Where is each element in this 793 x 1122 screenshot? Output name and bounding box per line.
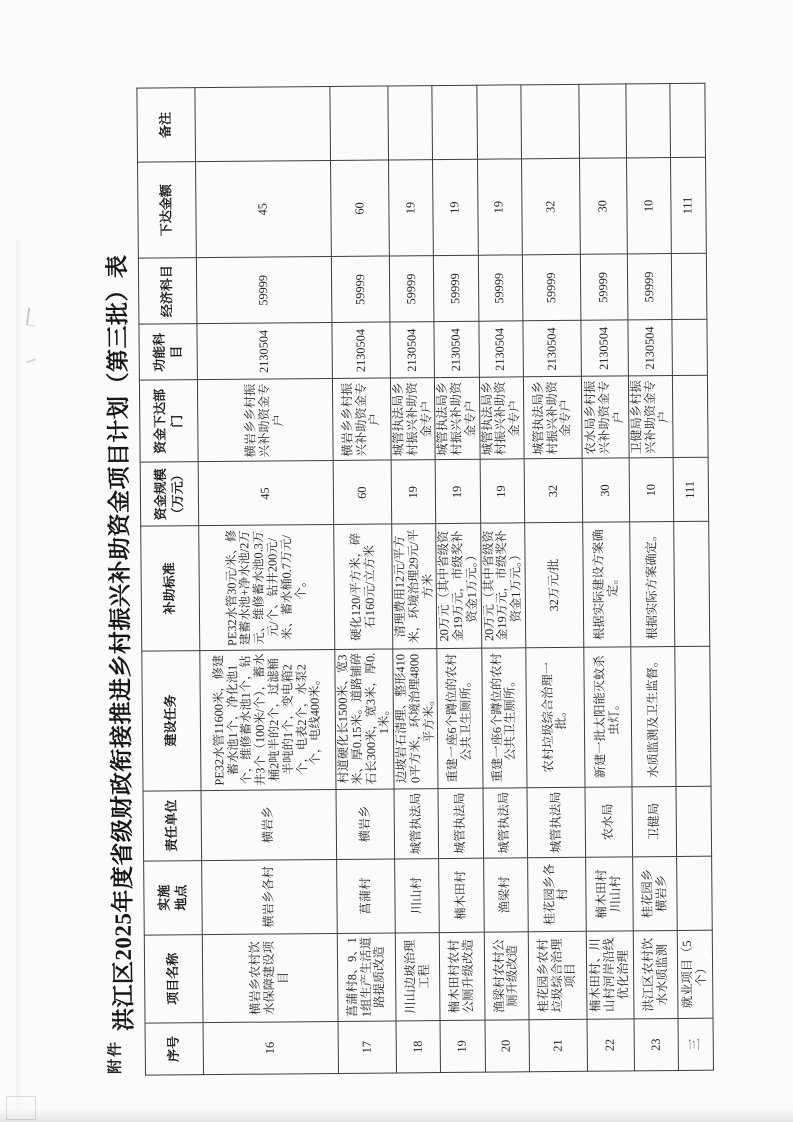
column-header-location: 实施 地点 — [144, 860, 203, 935]
cell-no: 22 — [587, 1019, 634, 1071]
cell-standard: 20万元（其中省级资金19万元，市级奖补资金1万元。） — [436, 524, 481, 649]
cell-amount: 111 — [671, 157, 707, 253]
cell-func: 2130504 — [581, 320, 628, 376]
table-row — [195, 86, 339, 1074]
cell-econ: 59999 — [522, 255, 581, 322]
cell-standard: 根据实际方案确定。 — [630, 522, 675, 647]
cell-name: 菖蒲村8、9、11组生产生活道路提质改造 — [337, 933, 396, 1022]
scan-artifact-mark — [26, 307, 37, 326]
cell-econ: 59999 — [389, 256, 434, 322]
scan-edge-shadow — [16, 240, 24, 1110]
cell-location: 菖蒲村 — [337, 859, 396, 934]
cell-dept: 卫健局乡村振兴补助资金专户 — [628, 376, 673, 458]
cell-amount: 60 — [331, 160, 390, 257]
cell-scale: 60 — [333, 460, 392, 525]
cell-dept: 农水局乡村振兴补助资金专户 — [581, 376, 629, 458]
cell-name: 川山边坡治理工程 — [395, 932, 440, 1020]
column-header-name: 项目名称 — [144, 935, 203, 1024]
cell-note — [195, 86, 331, 161]
cell-unit: 城管执法局 — [438, 788, 483, 858]
column-header-standard: 补助标准 — [141, 526, 200, 651]
cell-name: 楠木田村农村公厕升级改造 — [440, 932, 485, 1020]
cell-no: 19 — [440, 1020, 485, 1072]
cell-scale: 19 — [480, 459, 525, 523]
cell-no: 三 — [678, 1018, 713, 1070]
cell-task: 农村垃圾综合治理一批。 — [526, 647, 585, 788]
cell-amount: 19 — [433, 159, 478, 255]
cell-standard — [674, 522, 710, 646]
cell-note — [521, 84, 580, 159]
cell-name: 桂花园乡农村垃圾综合治理项目 — [528, 931, 587, 1020]
document-title: 洪江区2025年度省级财政衔接推进乡村振兴补助资金项目计划（第三批）表 — [104, 254, 137, 1032]
cell-note — [477, 85, 522, 160]
cell-standard: 32万元/批 — [525, 523, 584, 648]
cell-location: 楠木田村 川山村 — [586, 857, 634, 931]
cell-amount: 19 — [389, 160, 434, 256]
cell-task: 村道硬化长1500米、宽3米、厚0.15米。道路铺碎石长300米，宽3米，厚0.1米。 — [335, 649, 394, 790]
scan-edge-shadow — [0, 1108, 793, 1122]
cell-func: 2130504 — [479, 321, 524, 377]
cell-note — [432, 85, 477, 160]
cell-unit: 城管执法局 — [527, 787, 586, 858]
cell-standard: 20万元（其中省级资金19万元，市级奖补资金1万元。） — [480, 523, 525, 648]
cell-scale: 45 — [198, 461, 334, 526]
column-header-econ: 经济科目 — [138, 258, 197, 325]
cell-func: 2130504 — [523, 321, 581, 378]
cell-dept: 横岩乡乡村振兴补助资金专户 — [332, 378, 391, 461]
column-header-dept: 资金下达部门 — [139, 380, 198, 463]
table-header-row — [137, 88, 204, 1075]
cell-task: 重建一座6个蹲位的农村公共卫生厕所。 — [481, 647, 527, 788]
cell-amount: 19 — [477, 159, 522, 255]
cell-dept: 城管执法局乡村振兴补助资金专户 — [479, 377, 524, 459]
cell-location: 桂花园乡各村 — [528, 857, 587, 932]
cell-dept: 城管执法局乡村振兴补助资金专户 — [390, 378, 435, 460]
cell-note — [670, 83, 706, 157]
cell-task: 水质监测及卫生监督。 — [631, 646, 677, 787]
column-header-note: 备注 — [137, 88, 196, 163]
cell-note — [626, 84, 671, 159]
cell-econ: 59999 — [627, 254, 672, 320]
cell-location — [677, 856, 713, 930]
cell-unit: 城管执法局 — [394, 788, 439, 858]
cell-func: 2130504 — [332, 322, 391, 379]
cell-func: 2130504 — [628, 320, 673, 376]
cell-no: 23 — [634, 1018, 679, 1070]
cell-func: 2130504 — [197, 323, 332, 380]
cell-econ: 59999 — [331, 256, 390, 323]
cell-standard: 硬化120/平方米，碎石160元/立方米 — [334, 524, 393, 649]
cell-location: 桂花园乡 横岩乡 — [633, 856, 678, 930]
cell-task: 边坡岩石清理、整形4100平方米，环境治理4800平方米。 — [393, 648, 439, 789]
cell-scale: 30 — [582, 458, 630, 522]
cell-unit: 横岩乡 — [201, 789, 337, 860]
cell-unit: 卫健局 — [632, 786, 677, 856]
cell-dept — [673, 376, 709, 458]
cell-task: 新建一批太阳能灭蚊杀虫灯。 — [584, 646, 632, 787]
cell-amount: 45 — [196, 161, 332, 258]
cell-no: 18 — [396, 1021, 441, 1073]
cell-scale: 19 — [391, 460, 436, 524]
cell-task: PE32水管11600米，修建蓄水池1个，净化池1个，维修蓄水池1个，钻井3个（100米/个），蓄水桶2吨半的2个，过滤桶半吨的1个，变电箱2个，电表2个，水泵2个，电线400米。 — [200, 649, 336, 790]
cell-task: 重建一座6个蹲位的农村公共卫生厕所。 — [437, 648, 483, 789]
cell-dept: 城管执法局乡村振兴补助资金专户 — [435, 378, 480, 460]
cell-no: 21 — [529, 1019, 587, 1072]
cell-no: 16 — [203, 1021, 338, 1074]
cell-name: 渔梁村农村公厕升级改造 — [484, 932, 529, 1020]
column-header-no: 序号 — [145, 1023, 203, 1076]
table-row — [330, 86, 397, 1073]
cell-dept: 横岩乡乡村振兴补助资金专户 — [197, 379, 333, 462]
cell-no: 17 — [338, 1021, 397, 1074]
cell-note — [330, 86, 389, 161]
cell-dept: 城管执法局乡村振兴补助资金专户 — [523, 377, 582, 460]
attachment-label: 附件 — [107, 1039, 124, 1074]
cell-name: 楠木田村、川山村河岸沿线优化治理 — [586, 931, 634, 1019]
cell-name: 洪江区农村饮水水质监测 — [633, 930, 678, 1018]
cell-standard: 清理费用12元/平方米，环境治理29元/平方米 — [392, 524, 437, 649]
cell-econ: 59999 — [580, 254, 628, 320]
cell-scale: 10 — [629, 458, 674, 522]
cell-note — [579, 84, 627, 159]
table-row — [670, 83, 714, 1070]
table-body — [195, 83, 714, 1074]
cell-location: 楠木田村 — [439, 858, 484, 932]
cell-unit: 城管执法局 — [483, 788, 528, 858]
cell-name: 就业项目（5个） — [678, 930, 714, 1018]
cell-name: 横岩乡农村饮水保障建设项目 — [202, 933, 338, 1022]
cell-note — [388, 86, 433, 161]
cell-location: 川山村 — [395, 858, 440, 932]
cell-func: 2130504 — [390, 322, 435, 378]
cell-amount: 32 — [521, 158, 580, 255]
cell-standard: 根据实际建设方案确定。 — [583, 522, 631, 647]
cell-scale: 32 — [524, 459, 583, 524]
cell-econ: 59999 — [434, 255, 479, 321]
cell-scale: 19 — [435, 460, 480, 524]
cell-func — [672, 320, 707, 376]
cell-task — [675, 646, 711, 786]
cell-scale: 111 — [673, 458, 709, 522]
cell-unit — [676, 786, 712, 856]
scan-artifact-mark — [24, 353, 36, 364]
cell-econ: 59999 — [478, 255, 523, 321]
cell-location: 横岩乡各村 — [202, 859, 338, 934]
table-row — [579, 84, 635, 1071]
cell-amount: 10 — [626, 158, 671, 254]
cell-unit: 横岩乡 — [336, 789, 395, 860]
column-header-amount: 下达金额 — [138, 162, 197, 259]
column-header-scale: 资金规模 （万元） — [140, 462, 199, 527]
cell-amount: 30 — [579, 158, 627, 255]
cell-econ — [672, 253, 708, 319]
table-row — [521, 84, 588, 1071]
cell-econ: 59999 — [196, 257, 332, 324]
cell-no: 20 — [485, 1020, 530, 1072]
column-header-unit: 责任单位 — [143, 790, 202, 861]
cell-location: 渔梁村 — [483, 858, 528, 932]
cell-standard: PE32水管30元/米、修建蓄水池+净水池/2万元、维修蓄水池0.3万元/个、钻井200元/米、蓄水桶0.7万元/个。 — [199, 525, 335, 650]
column-header-task: 建设任务 — [142, 650, 201, 791]
project-table — [136, 83, 714, 1076]
cell-func: 2130504 — [434, 321, 479, 377]
cell-unit: 农水局 — [585, 787, 633, 857]
rotated-sheet — [95, 79, 709, 1076]
column-header-func: 功能科目 — [139, 324, 197, 381]
